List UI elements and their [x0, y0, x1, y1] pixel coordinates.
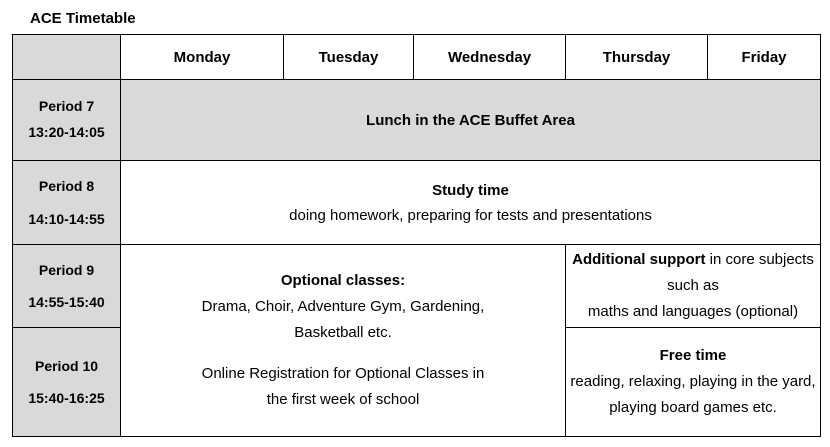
support-bold: Additional support	[572, 250, 706, 268]
day-wednesday: Wednesday	[414, 35, 566, 80]
study-desc: doing homework, preparing for tests and presentations	[289, 206, 652, 224]
optional-line1: Drama, Choir, Adventure Gym, Gardening,	[201, 298, 485, 316]
timetable	[12, 34, 821, 437]
study-title: Study time	[432, 181, 509, 199]
period-7-name: Period 7	[38, 98, 95, 115]
free-line1: reading, relaxing, playing in the yard,	[570, 372, 816, 390]
period-9-row	[13, 245, 821, 328]
registration-line2: the first week of school	[266, 390, 420, 408]
period-10-time: 15:40-16:25	[28, 390, 105, 406]
corner-cell	[13, 35, 121, 80]
period-8-time: 14:10-14:55	[28, 210, 105, 227]
period-9-time: 14:55-15:40	[28, 294, 105, 310]
period-8-cell	[13, 161, 121, 245]
period-10-cell	[13, 328, 121, 437]
support-rest: in core subjects such as	[667, 250, 814, 294]
day-friday: Friday	[708, 35, 821, 80]
period-7-time: 13:20-14:05	[28, 124, 105, 140]
study-cell	[121, 161, 821, 245]
period-8-name: Period 8	[38, 178, 95, 195]
header-row	[13, 35, 821, 80]
timetable-title: ACE Timetable	[30, 10, 136, 27]
support-cell	[566, 245, 821, 328]
day-tuesday: Tuesday	[284, 35, 414, 80]
support-line1	[570, 247, 816, 300]
period-10-name: Period 10	[34, 357, 99, 374]
free-line2: playing board games etc.	[609, 399, 777, 417]
optional-title: Optional classes:	[280, 271, 406, 289]
day-monday: Monday	[121, 35, 284, 80]
period-8-row	[13, 161, 821, 245]
period-7-cell	[13, 80, 121, 161]
registration-line1: Online Registration for Optional Classes in	[201, 364, 485, 382]
free-time-cell	[566, 328, 821, 437]
optional-line2: Basketball etc.	[294, 324, 392, 342]
period-7-row	[13, 80, 821, 161]
lunch-cell: Lunch in the ACE Buffet Area	[121, 80, 821, 161]
period-9-name: Period 9	[38, 261, 95, 278]
period-9-cell	[13, 245, 121, 328]
day-thursday: Thursday	[566, 35, 708, 80]
free-title: Free time	[659, 346, 727, 364]
support-line2: maths and languages (optional)	[587, 303, 799, 321]
optional-classes-cell	[121, 245, 566, 437]
